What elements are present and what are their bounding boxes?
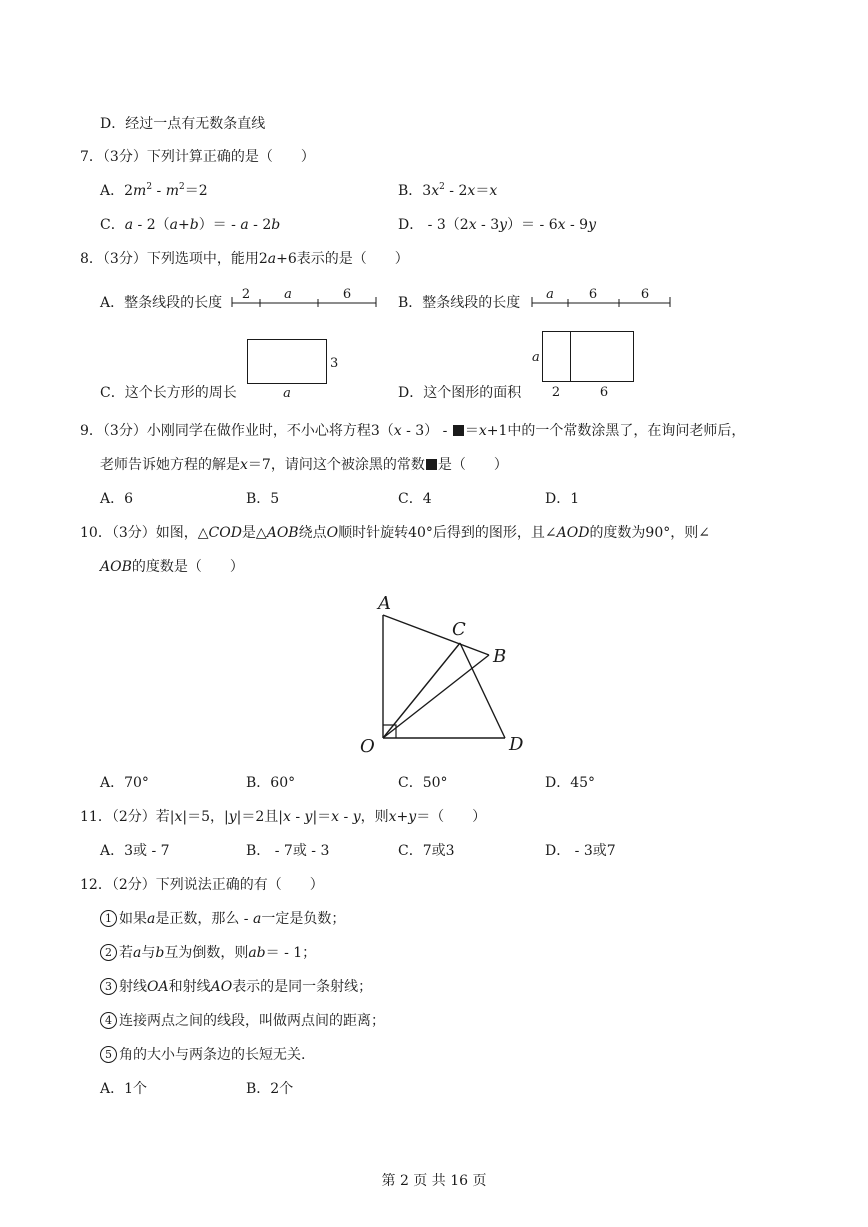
- q12-stem: 12．（2分）下列说法正确的有（ ）: [80, 877, 324, 893]
- circled-number-1: 1: [100, 910, 117, 927]
- blacked-out-square: [453, 425, 464, 436]
- q7-option-d: [398, 216, 596, 234]
- q11-option-d: D． - 3或7: [545, 843, 616, 859]
- q11-option-c: C．7或3: [398, 843, 455, 859]
- q12-item-4: [100, 1012, 385, 1030]
- q10-line-2: AOB的度数是（ ）: [100, 559, 244, 575]
- q7-option-c: [100, 216, 280, 234]
- q11-stem: 11．（2分）若|x|＝5，|y|＝2且|x - y|＝x - y，则x+y＝（ ）: [80, 809, 487, 825]
- q8-a-seg-2: a: [284, 287, 292, 302]
- q9-text-1: 9．（3分）小刚同学在做作业时，不小心将方程3（: [80, 423, 394, 439]
- q10-option-d: D．45°: [545, 775, 596, 791]
- q9-var-x-2: x: [478, 423, 487, 439]
- point-c-label: C: [452, 619, 466, 640]
- page-footer: 第 2 页 共 16 页: [381, 1173, 487, 1189]
- q10-rotation-figure: [350, 588, 550, 763]
- q7-option-b-label: B．: [398, 183, 423, 199]
- circled-number-5: 5: [100, 1046, 117, 1063]
- q11-option-b: B． - 7或 - 3: [246, 843, 330, 859]
- q7-option-b-expr: $3x^2 - 2x=x$: [422, 182, 498, 199]
- q8-option-b-label: B．整条线段的长度: [398, 295, 521, 311]
- q7-option-d-label: D．: [398, 217, 424, 233]
- q9-option-c: C．4: [398, 491, 432, 507]
- q7-option-c-label: C．: [100, 217, 125, 233]
- q12-option-b: B．2个: [246, 1081, 294, 1097]
- circled-number-2: 2: [100, 944, 117, 961]
- point-a-label: A: [378, 593, 391, 614]
- circled-number-4: 4: [100, 1012, 117, 1029]
- q7-option-a-expr: $2m^2 - m^2=2$: [124, 182, 208, 199]
- q8-option-d-figure: [526, 326, 638, 402]
- q8-a-seg-1: 2: [241, 287, 251, 302]
- q9-text-5: 老师告诉她方程的解是: [100, 457, 240, 473]
- q7-option-a: [100, 182, 208, 200]
- q8-d-bottom-label-2: 6: [599, 385, 609, 400]
- q8-option-a-segment: [230, 280, 380, 310]
- q10-option-b: B．60°: [246, 775, 296, 791]
- q7-option-a-label: A．: [100, 183, 125, 199]
- q9-text-6: ＝7，请问这个被涂黑的常数: [247, 457, 425, 473]
- q8-d-left-label: a: [532, 350, 540, 365]
- q7-option-d-expr: - 3（2x - 3y）＝ - 6x - 9y: [423, 217, 596, 233]
- q8-b-seg-2: 6: [588, 287, 598, 302]
- q12-item-4-text: 连接两点之间的线段，叫做两点间的距离；: [119, 1013, 385, 1029]
- q9-var-x-3: x: [240, 457, 248, 473]
- point-d-label: D: [509, 734, 524, 755]
- q9-text-2: - 3） -: [401, 423, 452, 439]
- q10-option-c: C．50°: [398, 775, 448, 791]
- q8-option-c-label: C．这个长方形的周长: [100, 385, 237, 401]
- q8-b-seg-1: a: [546, 287, 554, 302]
- q8-a-seg-3: 6: [342, 287, 352, 302]
- q8-option-c-rectangle: [240, 334, 350, 400]
- q8-option-d-label: D．这个图形的面积: [398, 385, 522, 401]
- q8-option-b-segment: [530, 280, 675, 310]
- q9-text-7: 是（ ）: [437, 457, 508, 473]
- point-o-label: O: [360, 736, 375, 757]
- q9-option-d: D．1: [545, 491, 580, 507]
- q9-option-b: B．5: [246, 491, 280, 507]
- q8-stem: 8．（3分）下列选项中，能用2a+6表示的是（ ）: [80, 251, 409, 267]
- q10-line-1: 10．（3分）如图，△COD是△AOB绕点O顺时针旋转40°后得到的图形，且∠AOD的度数为90°，则∠: [80, 525, 710, 541]
- q7-stem: 7．（3分）下列计算正确的是（ ）: [80, 149, 315, 165]
- q11-option-a: A．3或 - 7: [100, 843, 170, 859]
- q12-item-5-text: 角的大小与两条边的长短无关.: [119, 1047, 306, 1063]
- q9-text-3: ＝: [464, 423, 479, 439]
- q7-option-b: [398, 182, 497, 200]
- q8-c-bottom-label: a: [283, 386, 291, 400]
- q12-item-2: 2 若a与b互为倒数，则ab＝ - 1；: [100, 944, 316, 962]
- q9-line-2: [100, 456, 508, 474]
- q12-item-5: [100, 1046, 305, 1064]
- q6-option-d: D．经过一点有无数条直线: [100, 116, 266, 132]
- q12-option-a: A．1个: [100, 1081, 148, 1097]
- q9-text-4: +1中的一个常数涂黑了，在询问老师后，: [486, 423, 746, 439]
- q9-var-x: x: [393, 423, 402, 439]
- q12-item-3: 3 射线OA和射线AO表示的是同一条射线；: [100, 978, 372, 996]
- circled-number-3: 3: [100, 978, 117, 995]
- q8-option-a-label: A．整条线段的长度: [100, 295, 223, 311]
- q8-c-side-label: 3: [330, 356, 339, 371]
- point-b-label: B: [493, 646, 507, 667]
- q8-b-seg-3: 6: [640, 287, 650, 302]
- blacked-out-square-2: [426, 459, 437, 470]
- q7-option-c-expr: a - 2（a+b）＝ - a - 2b: [124, 217, 281, 233]
- q9-option-a: A．6: [100, 491, 134, 507]
- q9-line-1: [80, 422, 745, 440]
- q10-option-a: A．70°: [100, 775, 149, 791]
- q12-item-1: 1 如果a是正数，那么 - a一定是负数；: [100, 910, 345, 928]
- q8-d-bottom-label-1: 2: [551, 385, 561, 400]
